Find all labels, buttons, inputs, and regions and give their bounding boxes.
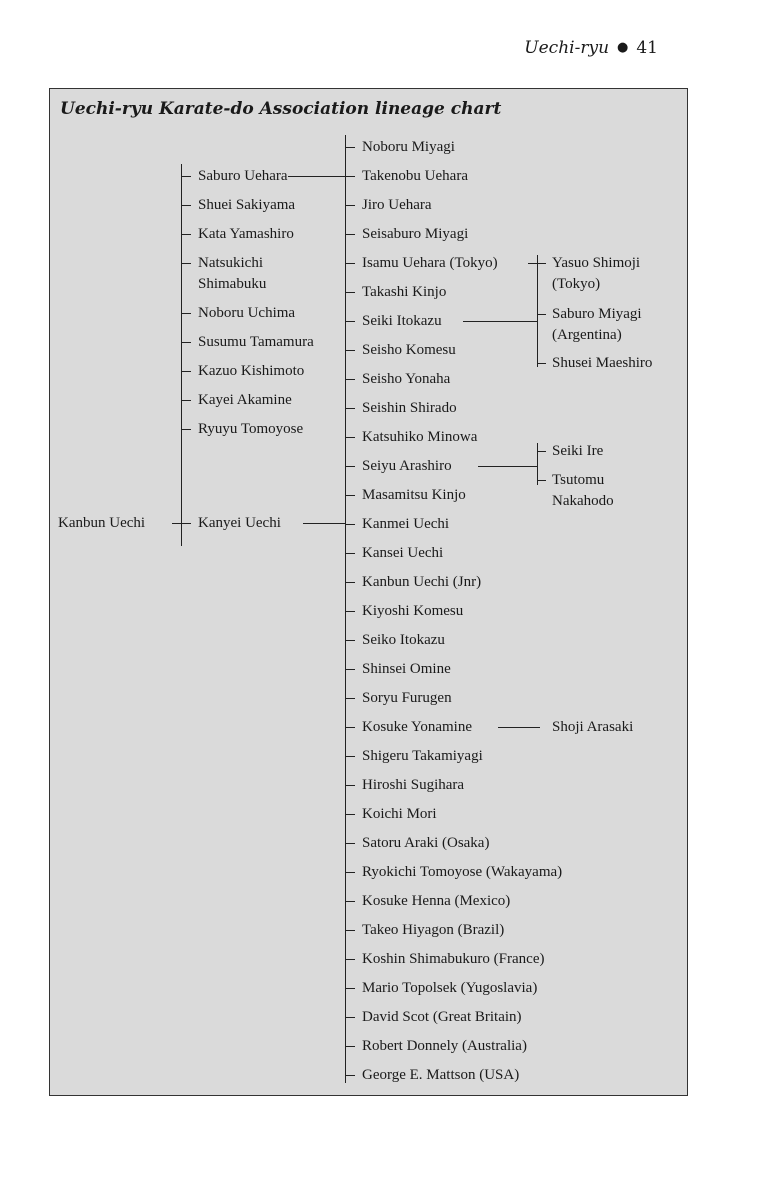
kanyei-uechi-connector <box>303 523 345 524</box>
gen4-tick <box>537 363 546 364</box>
gen3-tick <box>345 901 355 902</box>
gen3-tick <box>345 582 355 583</box>
gen3-tick <box>345 669 355 670</box>
gen3-tick <box>345 785 355 786</box>
gen3-name: Noboru Miyagi <box>362 139 455 155</box>
bullet-separator: ● <box>617 40 629 55</box>
gen3-tick <box>345 959 355 960</box>
gen2-name: Kata Yamashiro <box>198 226 294 242</box>
gen3-name: Kanmei Uechi <box>362 516 450 532</box>
gen3-name: Kanbun Uechi (Jnr) <box>362 574 482 590</box>
gen4-name: Shoji Arasaki <box>552 719 634 735</box>
gen3-tick <box>345 437 355 438</box>
gen3-tick <box>345 611 355 612</box>
gen3-tick <box>345 930 355 931</box>
gen2-name: Natsukichi <box>198 255 263 271</box>
gen2-tick <box>181 371 191 372</box>
gen2-vertical-line <box>181 164 182 546</box>
gen3-tick <box>345 1017 355 1018</box>
gen3-name: Seisaburo Miyagi <box>362 226 469 242</box>
gen3-name: Seisho Komesu <box>362 342 456 358</box>
lineage-tree <box>50 89 689 1097</box>
saburo-uehara-connector <box>288 176 345 177</box>
isamu-uehara-connector <box>528 263 537 264</box>
gen3-name: Soryu Furugen <box>362 690 452 706</box>
gen3-name: Takashi Kinjo <box>362 284 447 300</box>
gen3-name: Seisho Yonaha <box>362 371 451 387</box>
gen4-name: Seiki Ire <box>552 443 604 459</box>
gen4-bracket-a-vertical <box>537 255 538 367</box>
gen3-tick <box>345 350 355 351</box>
gen3-tick <box>345 1075 355 1076</box>
gen2-tick <box>181 176 191 177</box>
gen3-name: Hiroshi Sugihara <box>362 777 465 793</box>
gen3-name: Takeo Hiyagon (Brazil) <box>362 922 505 938</box>
gen3-tick <box>345 234 355 235</box>
gen3-tick <box>345 727 355 728</box>
seiki-itokazu-connector <box>463 321 537 322</box>
gen3-tick <box>345 756 355 757</box>
gen3-tick <box>345 408 355 409</box>
gen3-tick <box>345 147 355 148</box>
gen3-name: Kiyoshi Komesu <box>362 603 464 619</box>
gen3-name: Koshin Shimabukuro (France) <box>362 951 545 967</box>
gen4-tick <box>537 314 546 315</box>
gen3-name: David Scot (Great Britain) <box>362 1009 522 1025</box>
gen3-name: Masamitsu Kinjo <box>362 487 466 503</box>
gen3-tick <box>345 379 355 380</box>
gen2-name: Kanyei Uechi <box>198 515 281 531</box>
gen3-tick <box>345 698 355 699</box>
gen3-name: Kosuke Henna (Mexico) <box>362 893 511 909</box>
gen3-tick <box>345 814 355 815</box>
lineage-chart-panel <box>49 88 688 1096</box>
gen2-name: Susumu Tamamura <box>198 334 314 350</box>
gen2-tick <box>181 313 191 314</box>
gen2-name: Saburo Uehara <box>198 168 288 184</box>
gen2-name: Ryuyu Tomoyose <box>198 421 304 437</box>
founder-name: Kanbun Uechi <box>58 515 146 531</box>
gen4-name: Shusei Maeshiro <box>552 355 653 371</box>
gen3-tick <box>345 553 355 554</box>
gen4-tick <box>537 480 546 481</box>
gen4-tick <box>537 263 546 264</box>
gen3-tick <box>345 263 355 264</box>
seiyu-arashiro-connector <box>478 466 537 467</box>
gen3-name: Seiko Itokazu <box>362 632 445 648</box>
gen3-name: Kansei Uechi <box>362 545 444 561</box>
gen2-tick <box>181 234 191 235</box>
gen3-name: Mario Topolsek (Yugoslavia) <box>362 980 538 996</box>
running-head-title: Uechi-ryu <box>524 38 610 58</box>
gen3-tick <box>345 524 355 525</box>
gen4-name: Saburo Miyagi (Argentina) <box>552 306 642 343</box>
gen3-name: Seiyu Arashiro <box>362 458 452 474</box>
gen3-name: Shinsei Omine <box>362 661 451 677</box>
gen3-name: Satoru Araki (Osaka) <box>362 835 490 851</box>
gen3-name: Katsuhiko Minowa <box>362 429 478 445</box>
chart-title: Uechi-ryu Karate-do Association lineage chart <box>60 99 502 119</box>
gen3-name: Seishin Shirado <box>362 400 457 416</box>
gen3-name: Takenobu Uehara <box>362 168 468 184</box>
gen2-name: Shuei Sakiyama <box>198 197 296 213</box>
gen4-tick <box>537 451 546 452</box>
gen3-name: Isamu Uehara (Tokyo) <box>362 255 498 271</box>
gen3-tick <box>345 872 355 873</box>
gen3-tick <box>345 988 355 989</box>
gen4-name: Tsutomu Nakahodo <box>552 472 614 509</box>
gen2-tick <box>181 400 191 401</box>
gen3-name: Jiro Uehara <box>362 197 432 213</box>
kosuke-yonamine-connector <box>498 727 540 728</box>
running-head <box>524 38 658 58</box>
gen2-name: Kazuo Kishimoto <box>198 363 305 379</box>
gen3-name: Koichi Mori <box>362 806 437 822</box>
gen2-tick <box>181 429 191 430</box>
gen2-tick <box>181 342 191 343</box>
gen3-vertical-line <box>345 135 346 1083</box>
gen3-name: Seiki Itokazu <box>362 313 442 329</box>
gen3-name: Ryokichi Tomoyose (Wakayama) <box>362 864 563 880</box>
gen2-name: Shimabuku <box>198 276 267 292</box>
gen3-name: Kosuke Yonamine <box>362 719 473 735</box>
gen3-tick <box>345 176 355 177</box>
page-number: 41 <box>636 38 658 58</box>
gen3-tick <box>345 843 355 844</box>
gen2-tick <box>181 205 191 206</box>
gen4-name: Yasuo Shimoji (Tokyo) <box>552 255 641 292</box>
gen2-name: Noboru Uchima <box>198 305 296 321</box>
gen3-name: Shigeru Takamiyagi <box>362 748 483 764</box>
gen3-tick <box>345 1046 355 1047</box>
gen4-bracket-b-vertical <box>537 443 538 485</box>
gen3-tick <box>345 640 355 641</box>
gen3-name: George E. Mattson (USA) <box>362 1067 520 1083</box>
gen3-tick <box>345 466 355 467</box>
gen2-tick <box>181 523 191 524</box>
gen2-name: Kayei Akamine <box>198 392 292 408</box>
gen3-tick <box>345 292 355 293</box>
gen3-tick <box>345 205 355 206</box>
gen3-tick <box>345 495 355 496</box>
gen2-tick <box>181 263 191 264</box>
gen3-name: Robert Donnely (Australia) <box>362 1038 527 1054</box>
gen3-tick <box>345 321 355 322</box>
